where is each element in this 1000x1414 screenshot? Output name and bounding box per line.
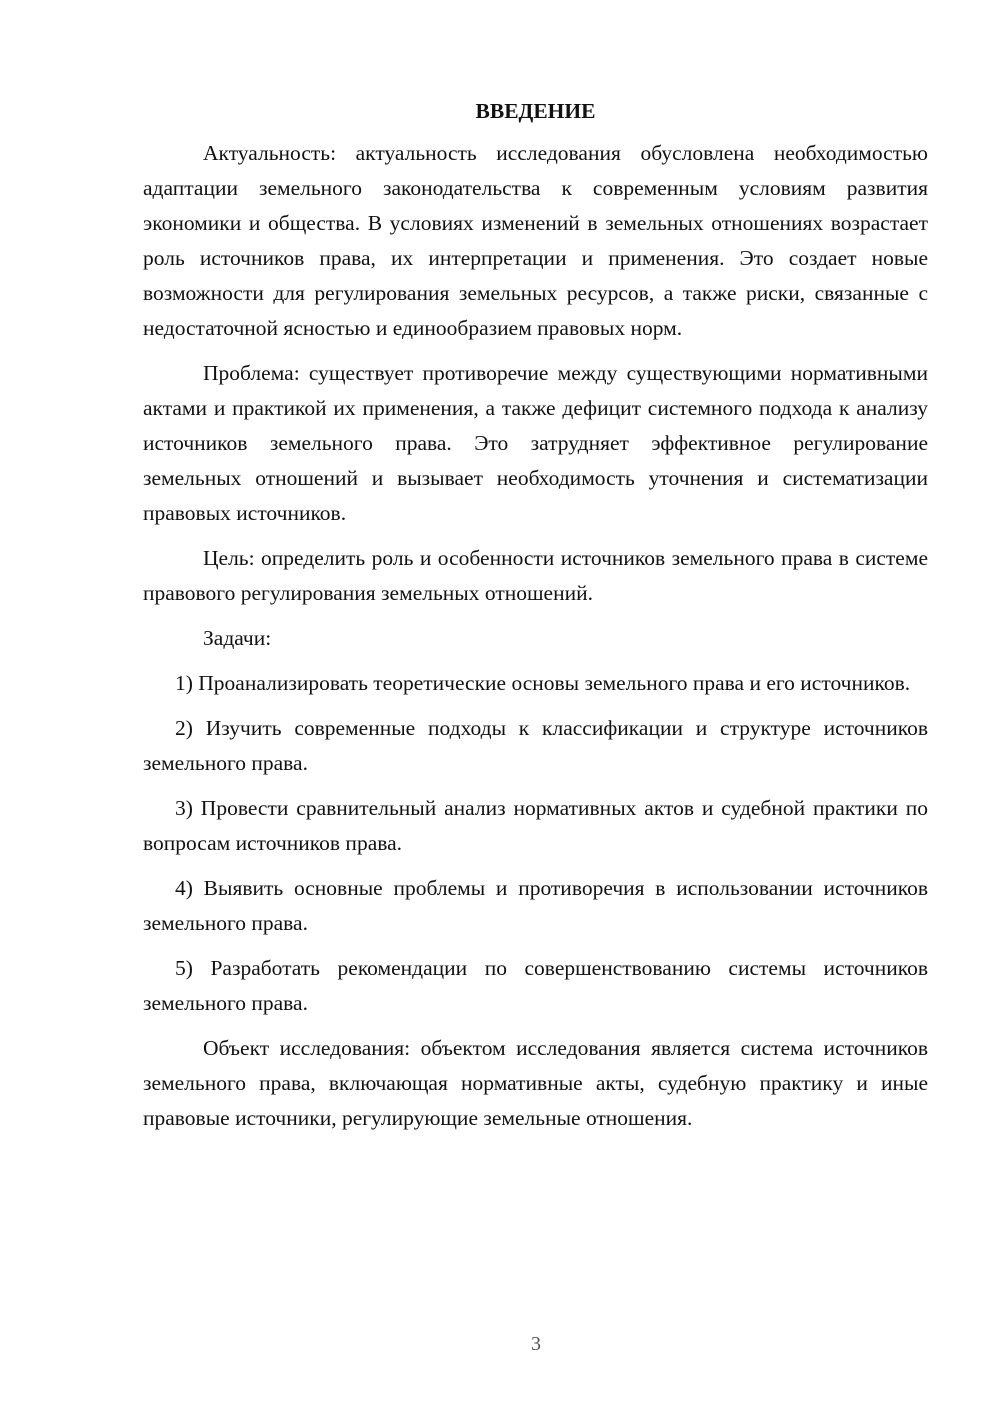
document-page: [143, 96, 928, 1146]
paragraph-relevance: Актуальность: актуальность исследования обусловлена необходимостью адаптации земельного законодательства к современным условиям развития экономики и общества. В условиях изменений в земельных отношениях возрастает роль источников права, их интерпретации и применения. Это создает новые возможности для регулирования земельных ресурсов, а также риски, связанные с недостаточной ясностью и единообразием правовых норм.: [143, 141, 928, 340]
task-item-4: 4) Выявить основные проблемы и противоречия в использовании источников земельного права.: [143, 876, 928, 935]
task-item-1: 1) Проанализировать теоретические основы земельного права и его источников.: [175, 671, 911, 695]
paragraph-object: Объект исследования: объектом исследования является система источников земельного права, включающая нормативные акты, судебную практику и иные правовые источники, регулирующие земельные отношения.: [143, 1036, 928, 1130]
paragraph-problem: Проблема: существует противоречие между существующими нормативными актами и практикой их применения, а также дефицит системного подхода к анализу источников земельного права. Это затрудняет эффективное регулирование земельных отношений и вызывает необходимость уточнения и систематизации правовых источников.: [143, 361, 928, 525]
paragraph-goal: Цель: определить роль и особенности источников земельного права в системе правового регулирования земельных отношений.: [143, 546, 928, 605]
section-title: ВВЕДЕНИЕ: [475, 99, 596, 123]
task-item-5: 5) Разработать рекомендации по совершенствованию системы источников земельного права.: [143, 956, 928, 1015]
task-item-3: 3) Провести сравнительный анализ нормативных актов и судебной практики по вопросам источников права.: [143, 796, 928, 855]
page-number: 3: [531, 1333, 541, 1355]
task-item-2: 2) Изучить современные подходы к классификации и структуре источников земельного права.: [143, 716, 928, 775]
tasks-heading: Задачи:: [203, 626, 272, 650]
